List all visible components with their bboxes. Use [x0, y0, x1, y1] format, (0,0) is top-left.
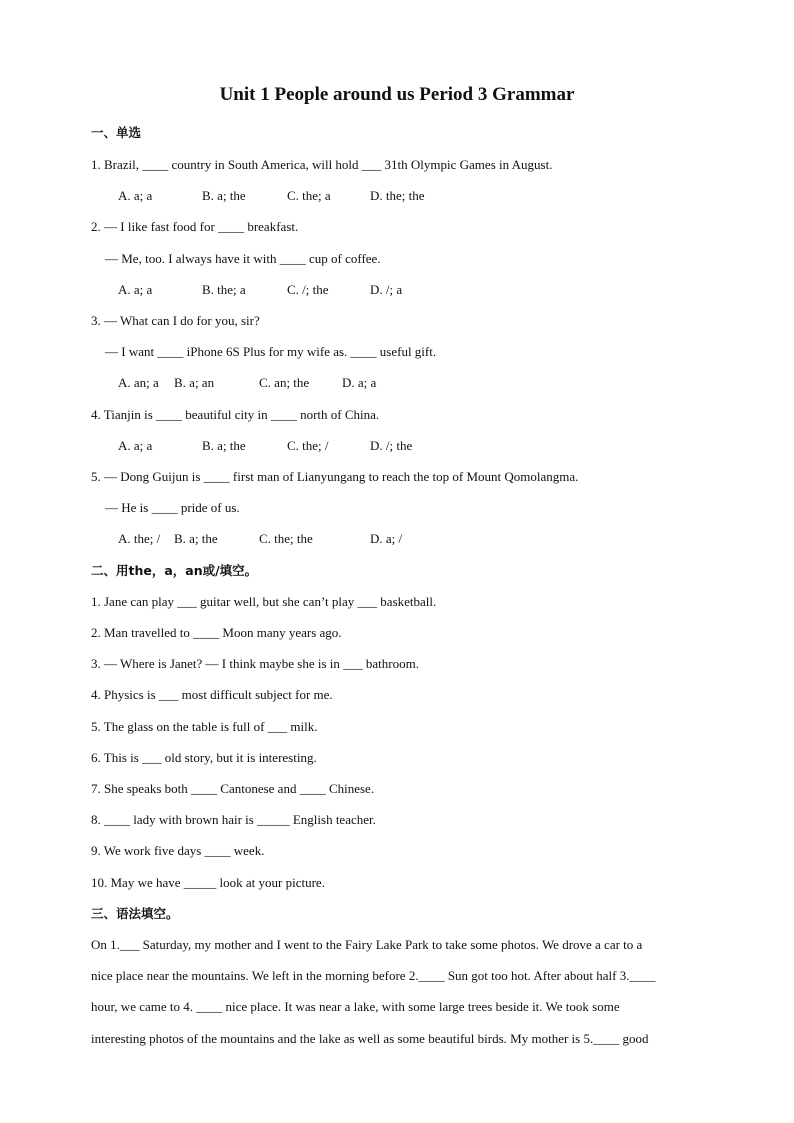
question-3-reply: — I want ____ iPhone 6S Plus for my wife as. ____ useful gift. [105, 344, 437, 359]
fill-item: 10. May we have _____ look at your picture. [91, 875, 325, 890]
fill-item: 2. Man travelled to ____ Moon many years ago. [91, 625, 342, 640]
option-b: B. a; the [202, 188, 246, 203]
question-2: 2. — I like fast food for ____ breakfast. [91, 219, 299, 234]
section-1-heading: 一、单选 [91, 125, 142, 140]
option-c: C. /; the [287, 282, 329, 297]
section-3-heading: 三、语法填空。 [91, 906, 179, 921]
question-5: 5. — Dong Guijun is ____ first man of Lianyungang to reach the top of Mount Qomolangma. [91, 469, 579, 484]
option-d: D. /; the [370, 438, 413, 453]
option-d: D. a; a [342, 375, 377, 390]
section-2-heading: 二、用the，a，an或/填空。 [91, 563, 258, 578]
option-d: D. a; / [370, 531, 403, 546]
question-3: 3. — What can I do for you, sir? [91, 313, 260, 328]
passage-line: nice place near the mountains. We left in the morning before 2.____ Sun got too hot. After about half 3.____ [91, 968, 656, 983]
passage-line: On 1.___ Saturday, my mother and I went to the Fairy Lake Park to take some photos. We drove a car to a [91, 937, 643, 952]
option-c: C. the; / [287, 438, 329, 453]
fill-item: 9. We work five days ____ week. [91, 843, 265, 858]
option-c: C. the; a [287, 188, 331, 203]
option-a: A. an; a [118, 375, 159, 390]
option-b: B. a; the [202, 438, 246, 453]
option-a: A. a; a [118, 282, 153, 297]
fill-item: 7. She speaks both ____ Cantonese and ____ Chinese. [91, 781, 375, 796]
option-b: B. a; the [174, 531, 218, 546]
passage-line: hour, we came to 4. ____ nice place. It was near a lake, with some large trees beside it. We took some [91, 999, 620, 1014]
option-a: A. a; a [118, 188, 153, 203]
question-1: 1. Brazil, ____ country in South America, will hold ___ 31th Olympic Games in August. [91, 157, 553, 172]
option-b: B. the; a [202, 282, 246, 297]
passage-line: interesting photos of the mountains and the lake as well as some beautiful birds. My mother is 5.____ good [91, 1031, 649, 1046]
fill-item: 5. The glass on the table is full of ___ milk. [91, 719, 318, 734]
question-5-reply: — He is ____ pride of us. [105, 500, 240, 515]
option-a: A. the; / [118, 531, 161, 546]
fill-item: 4. Physics is ___ most difficult subject for me. [91, 687, 333, 702]
fill-item: 6. This is ___ old story, but it is interesting. [91, 750, 317, 765]
option-d: D. the; the [370, 188, 425, 203]
question-2-reply: — Me, too. I always have it with ____ cup of coffee. [105, 251, 381, 266]
document-title: Unit 1 People around us Period 3 Grammar [219, 84, 575, 105]
fill-item: 8. ____ lady with brown hair is _____ English teacher. [91, 812, 376, 827]
option-a: A. a; a [118, 438, 153, 453]
question-4: 4. Tianjin is ____ beautiful city in ____ north of China. [91, 407, 380, 422]
fill-item: 1. Jane can play ___ guitar well, but she can’t play ___ basketball. [91, 594, 437, 609]
fill-item: 3. — Where is Janet? — I think maybe she is in ___ bathroom. [91, 656, 419, 671]
option-b: B. a; an [174, 375, 215, 390]
option-c: C. an; the [259, 375, 310, 390]
option-d: D. /; a [370, 282, 403, 297]
option-c: C. the; the [259, 531, 313, 546]
